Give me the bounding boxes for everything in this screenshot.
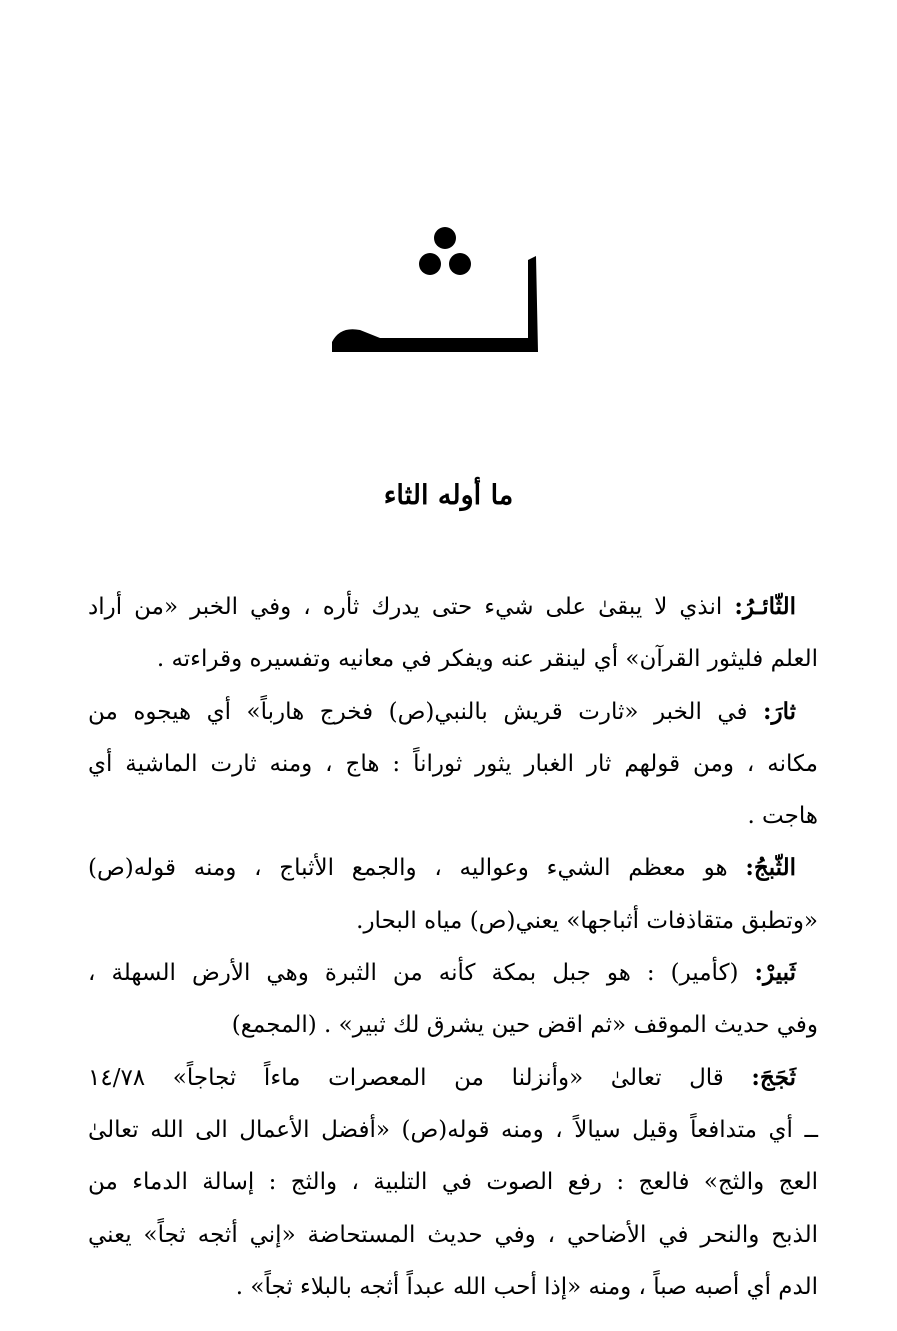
entry-headword: الثّائـرُ: (734, 593, 796, 620)
entry-line (88, 950, 818, 1002)
entry-line (88, 898, 818, 950)
entry-text: الدم أي أصبه صباً ، ومنه «إذا أحب الله عبداً أثجه بالبلاء ثجاً» . (235, 1273, 818, 1300)
entry-line (88, 1212, 818, 1264)
entry-text: وفي حديث الموقف «ثم اقض حين يشرق لك ثبير» . (المجمع) (231, 1012, 818, 1039)
entry-line (88, 1055, 818, 1107)
entry-text: العلم فليثور القرآن» أي لينقر عنه ويفكر في معانيه وتفسيره وقراءته . (156, 646, 818, 673)
entry-text: العج والثج» فالعج : رفع الصوت في التلبية ، والثج : إسالة الدماء من (88, 1169, 818, 1196)
entry-text: ــ أي متدافعاً وقيل سيالاً ، ومنه قوله(ص) «أفضل الأعمال الى الله تعالىٰ (88, 1116, 818, 1143)
entry-text: هاجت . (747, 803, 818, 830)
entry-text: قال تعالىٰ «وأنزلنا من المعصرات ماءاً ثجاجاً» ١٤/٧٨ (88, 1064, 724, 1091)
dictionary-entry (88, 950, 818, 1055)
entry-headword: الثّبجُ: (745, 854, 797, 882)
entry-headword: ثَبيرْ: (754, 959, 796, 987)
entry-text: مكانه ، ومن قولهم ثار الغبار يثور ثوراناً : هاج ، ومنه ثارت الماشية أي (88, 750, 818, 777)
entry-line (88, 636, 818, 688)
entry-line (88, 689, 818, 741)
entry-text: الذبح والنحر في الأضاحي ، وفي حديث المستحاضة «إني أثجه ثجاً» يعني (88, 1221, 818, 1248)
entry-line (88, 793, 818, 845)
entry-line (88, 584, 818, 636)
entry-line (88, 1264, 818, 1316)
entry-text: انذي لا يبقىٰ على شيء حتى يدرك ثأره ، وفي الخبر «من أراد (88, 594, 723, 620)
section-heading: ما أوله الثاء (383, 480, 514, 511)
entry-headword: ثارَ: (763, 697, 797, 725)
entry-line (88, 1002, 818, 1054)
entry-line (88, 1159, 818, 1211)
entry-line (88, 1107, 818, 1159)
entry-text: في الخبر «ثارت قريش بالنبي(ص) فخرج هارباً» أي هيجوه من (88, 698, 748, 725)
entry-text: «وتطبق متقاذفات أثباجها» يعني(ص) مياه البحار. (356, 907, 818, 934)
dictionary-entry (88, 584, 818, 689)
chapter-letter-tha (320, 220, 550, 360)
entry-headword: ثَجَجَ: (751, 1063, 796, 1091)
dictionary-entries (88, 584, 818, 1316)
dictionary-entry (88, 689, 818, 846)
entry-text: هو معظم الشيء وعواليه ، والجمع الأثباج ، ومنه قوله(ص) (88, 855, 728, 882)
entry-line (88, 741, 818, 793)
dictionary-entry (88, 845, 818, 950)
entry-text: (كأمير) : هو جبل بمكة كأنه من الثبرة وهي الأرض السهلة ، (88, 960, 739, 987)
dictionary-entry (88, 1055, 818, 1316)
entry-line (88, 845, 818, 897)
